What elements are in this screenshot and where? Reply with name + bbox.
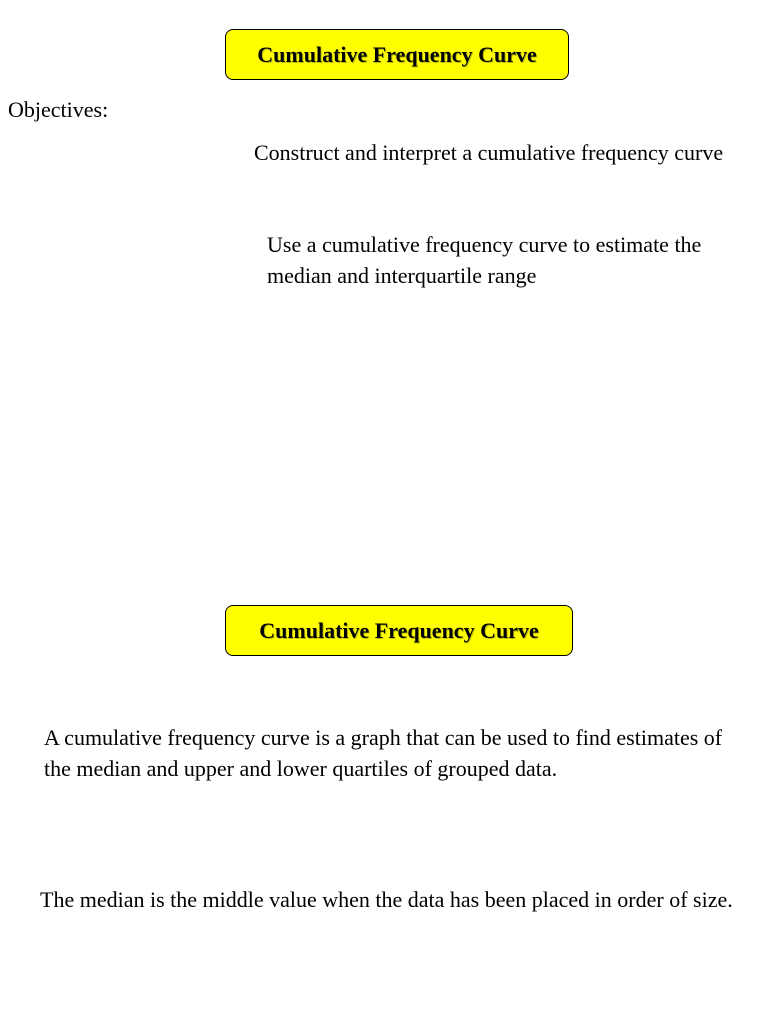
cumulative-frequency-definition: A cumulative frequency curve is a graph that can be used to find estimates of the median and upper and lower quartiles of grouped data. — [44, 725, 723, 781]
slide-1-title: Cumulative Frequency Curve — [225, 29, 569, 80]
median-definition: The median is the middle value when the data has been placed in order of size. — [40, 887, 733, 912]
objectives-heading: Objectives: — [8, 97, 109, 122]
objective-item: Construct and interpret a cumulative frequency curve — [254, 140, 724, 165]
slide-2-title: Cumulative Frequency Curve — [225, 605, 573, 656]
objective-item: Use a cumulative frequency curve to estimate the median and interquartile range — [267, 232, 702, 288]
